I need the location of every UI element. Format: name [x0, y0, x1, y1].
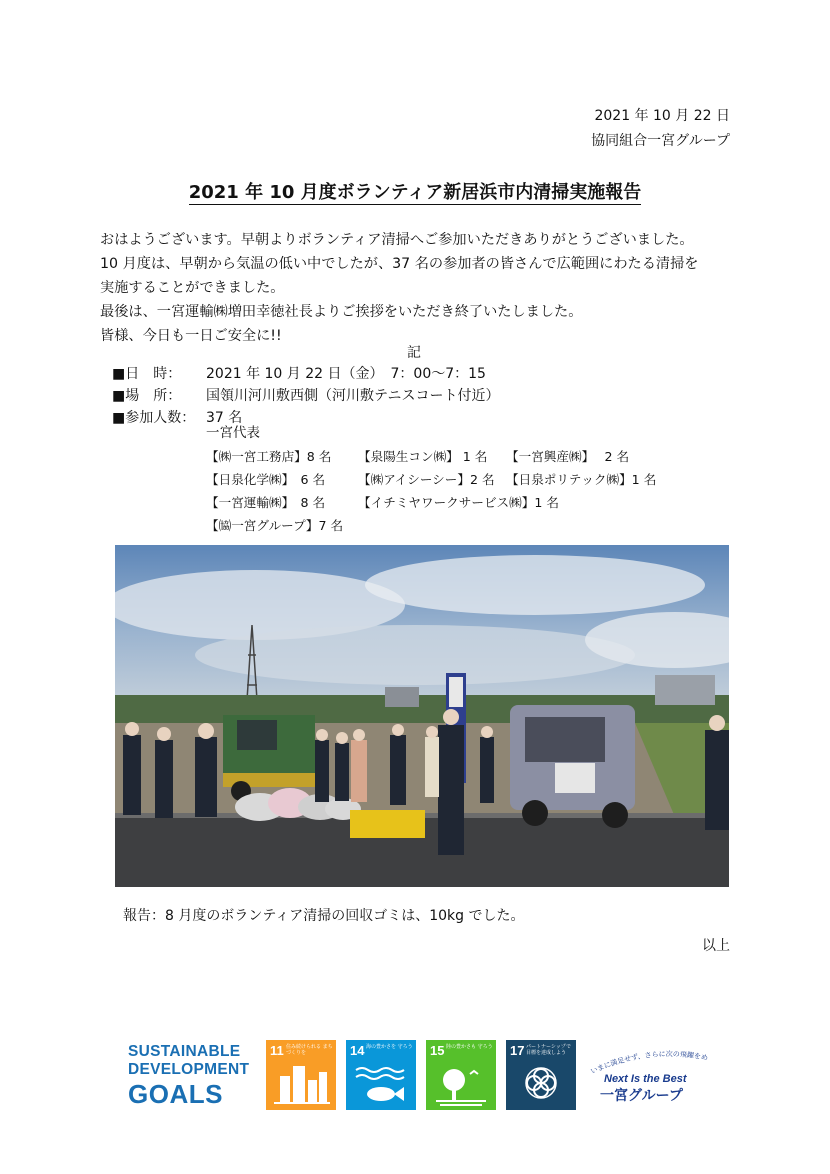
closing-mark: 以上 — [702, 938, 730, 954]
organization-name: 協同組合一宮グループ — [591, 133, 730, 149]
sdgs-logo-line3: GOALS — [128, 1079, 223, 1109]
sdgs-logo-line1: SUSTAINABLE — [128, 1043, 241, 1060]
sdg-tile-11: 11 住み続けられる まちづくりを — [266, 1040, 336, 1110]
brand-name: 一宮グループ — [600, 1088, 683, 1104]
paragraph-4: 最後は、一宮運輸㈱増田幸徳社長よりご挨拶をいただき終了いたしました。 — [100, 304, 583, 320]
detail-date-value: 2021 年 10 月 22 日（金） 7：00〜7：15 — [206, 366, 486, 382]
detail-place-label: ■場 所： — [112, 388, 182, 404]
paragraph-3: 実施することができました。 — [100, 280, 285, 296]
detail-place-value: 国領川河川敷西側（河川敷テニスコート付近） — [206, 388, 500, 404]
sdg-tile-14: 14 海の豊かさを 守ろう — [346, 1040, 416, 1110]
detail-count-label: ■参加人数： — [112, 410, 196, 426]
detail-date-label: ■日 時： — [112, 366, 182, 382]
document-title: 2021 年 10 月度ボランティア新居浜市内清掃実施報告 — [188, 182, 642, 203]
sdg-tile-17: 17 パートナーシップで 目標を達成しよう — [506, 1040, 576, 1110]
detail-date — [112, 363, 486, 385]
brand-slogan: いまに満足せず、さらに次の飛躍をめ — [589, 1050, 709, 1076]
detail-count-value: 37 名 — [206, 410, 243, 426]
sdg-tile-15: 15 陸の豊かさも 守ろう — [426, 1040, 496, 1110]
paragraph-5: 皆様、今日も一日ご安全に!! — [100, 328, 282, 344]
sdgs-logo-line2: DEVELOPMENT — [128, 1061, 250, 1078]
detail-count — [112, 407, 243, 429]
ichimiya-group-logo — [582, 1040, 712, 1110]
paragraph-2: 10 月度は、早朝から気温の低い中でしたが、37 名の参加者の皆さんで広範囲にわたる清掃を — [100, 256, 699, 272]
brand-tagline: Next Is the Best — [604, 1073, 687, 1085]
paragraph-1: おはようございます。早朝よりボランティア清掃へご参加いただきありがとうございました。 — [100, 232, 694, 248]
ki-marker: 記 — [407, 345, 421, 361]
detail-place — [112, 385, 500, 407]
collection-report: 報告：8 月度のボランティア清掃の回収ゴミは、10kg でした。 — [123, 908, 525, 924]
sdgs-logo — [128, 1043, 260, 1113]
report-date: 2021 年 10 月 22 日 — [594, 108, 730, 124]
cleanup-group-photo — [115, 545, 729, 887]
